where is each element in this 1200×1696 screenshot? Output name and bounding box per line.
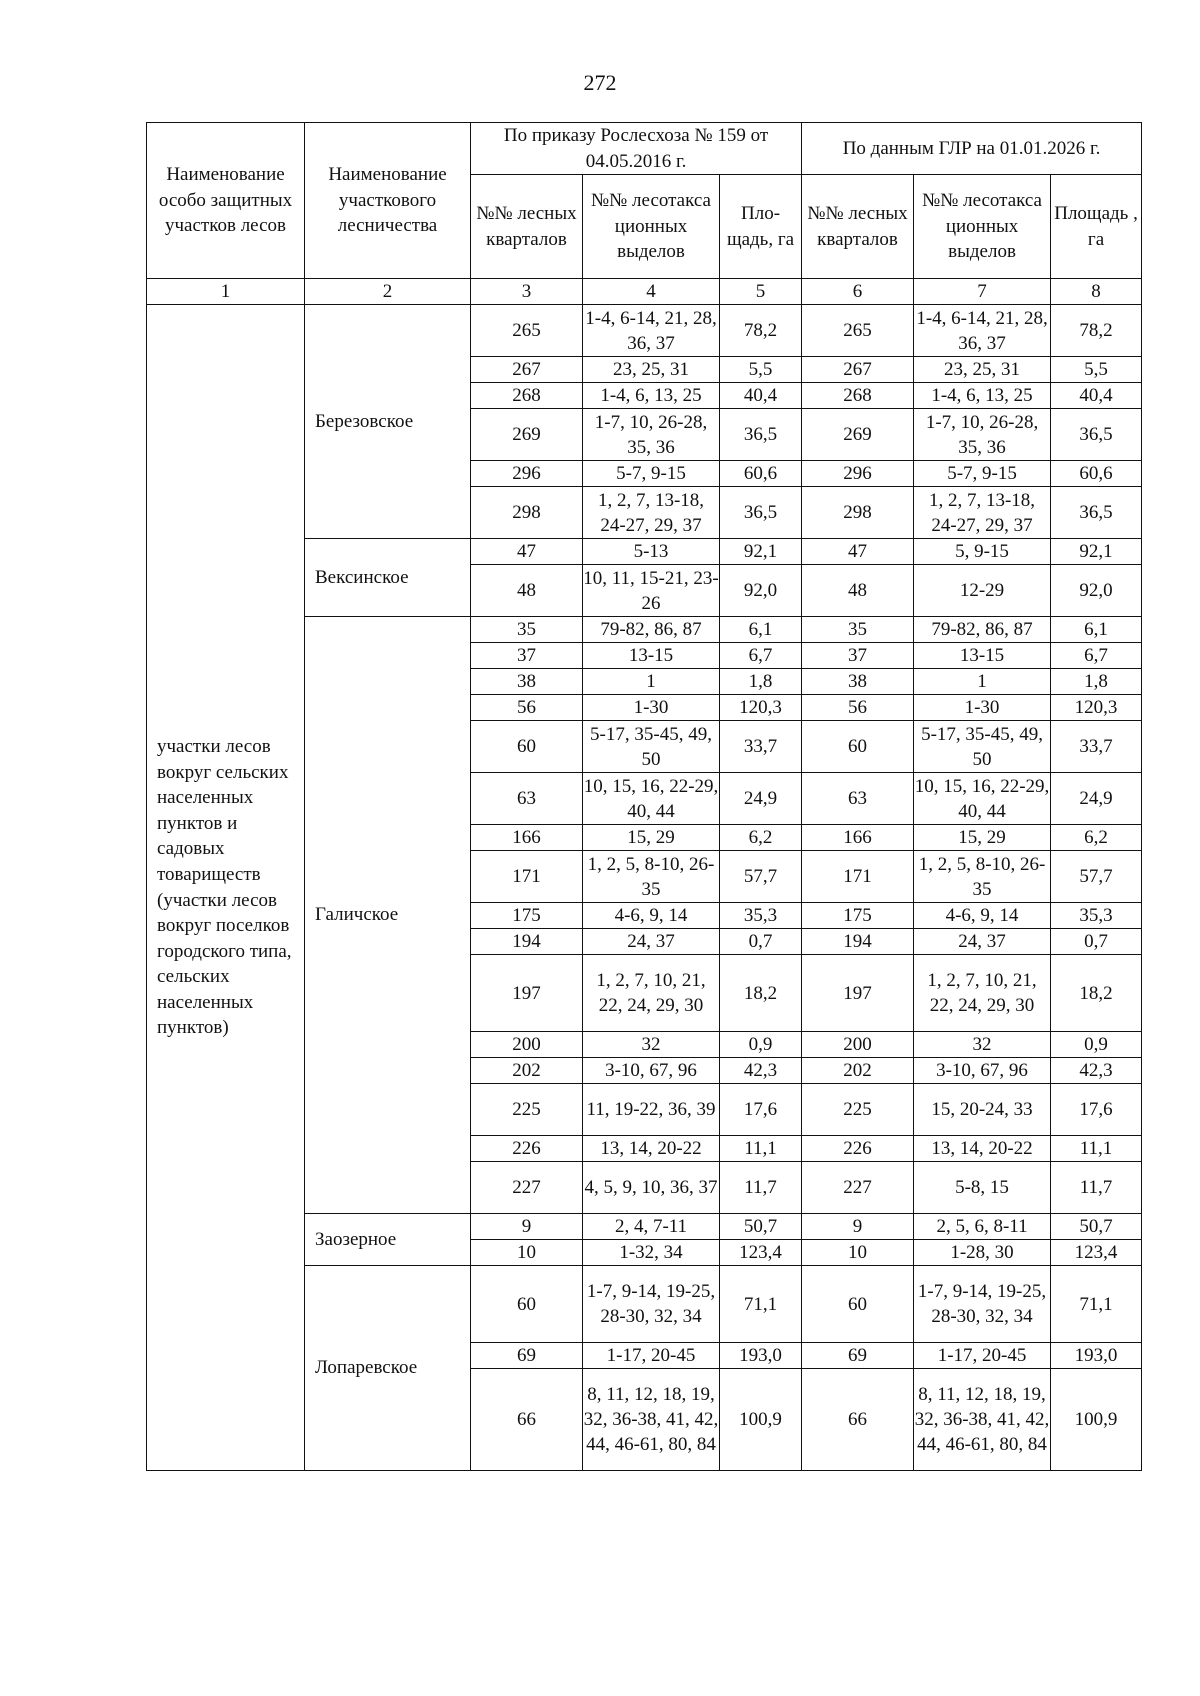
allotments-glr: 15, 20-24, 33 — [914, 1084, 1051, 1136]
header-quarters-order: №№ лесных кварталов — [471, 175, 583, 279]
quarter-number-glr: 10 — [802, 1240, 914, 1266]
area-glr: 60,6 — [1051, 461, 1142, 487]
allotments-glr: 15, 29 — [914, 825, 1051, 851]
allotments-glr: 1-30 — [914, 695, 1051, 721]
quarter-number-glr: 60 — [802, 721, 914, 773]
quarter-number-order: 171 — [471, 851, 583, 903]
quarter-number-order: 60 — [471, 721, 583, 773]
quarter-number-glr: 66 — [802, 1369, 914, 1471]
quarter-number-glr: 166 — [802, 825, 914, 851]
area-order: 36,5 — [720, 487, 802, 539]
allotments-glr: 24, 37 — [914, 929, 1051, 955]
forestry-name: Вексинское — [305, 539, 471, 617]
area-glr: 50,7 — [1051, 1214, 1142, 1240]
header-allotments-glr: №№ лесотакса ционных выделов — [914, 175, 1051, 279]
quarter-number-order: 60 — [471, 1266, 583, 1343]
allotments-order: 10, 15, 16, 22-29, 40, 44 — [583, 773, 720, 825]
column-number-row — [147, 279, 1142, 305]
allotments-glr: 1-4, 6-14, 21, 28, 36, 37 — [914, 305, 1051, 357]
quarter-number-glr: 60 — [802, 1266, 914, 1343]
quarter-number-glr: 47 — [802, 539, 914, 565]
area-order: 78,2 — [720, 305, 802, 357]
area-glr: 123,4 — [1051, 1240, 1142, 1266]
area-order: 33,7 — [720, 721, 802, 773]
allotments-glr: 13, 14, 20-22 — [914, 1136, 1051, 1162]
quarter-number-order: 227 — [471, 1162, 583, 1214]
quarter-number-order: 69 — [471, 1343, 583, 1369]
quarter-number-glr: 225 — [802, 1084, 914, 1136]
allotments-order: 4-6, 9, 14 — [583, 903, 720, 929]
quarter-number-order: 66 — [471, 1369, 583, 1471]
area-glr: 92,1 — [1051, 539, 1142, 565]
quarter-number-order: 9 — [471, 1214, 583, 1240]
quarter-number-glr: 9 — [802, 1214, 914, 1240]
area-order: 11,1 — [720, 1136, 802, 1162]
allotments-glr: 3-10, 67, 96 — [914, 1058, 1051, 1084]
area-order: 0,7 — [720, 929, 802, 955]
area-order: 92,0 — [720, 565, 802, 617]
area-glr: 1,8 — [1051, 669, 1142, 695]
quarter-number-glr: 296 — [802, 461, 914, 487]
allotments-glr: 1 — [914, 669, 1051, 695]
quarter-number-order: 268 — [471, 383, 583, 409]
quarter-number-glr: 37 — [802, 643, 914, 669]
quarter-number-order: 166 — [471, 825, 583, 851]
allotments-order: 1-30 — [583, 695, 720, 721]
area-glr: 193,0 — [1051, 1343, 1142, 1369]
area-glr: 6,7 — [1051, 643, 1142, 669]
quarter-number-glr: 268 — [802, 383, 914, 409]
quarter-number-glr: 56 — [802, 695, 914, 721]
quarter-number-glr: 226 — [802, 1136, 914, 1162]
quarter-number-order: 269 — [471, 409, 583, 461]
allotments-order: 11, 19-22, 36, 39 — [583, 1084, 720, 1136]
area-glr: 92,0 — [1051, 565, 1142, 617]
area-order: 100,9 — [720, 1369, 802, 1471]
forestry-name: Галичское — [305, 617, 471, 1214]
area-glr: 40,4 — [1051, 383, 1142, 409]
area-order: 6,2 — [720, 825, 802, 851]
quarter-number-order: 10 — [471, 1240, 583, 1266]
forestry-name: Заозерное — [305, 1214, 471, 1266]
area-glr: 6,1 — [1051, 617, 1142, 643]
allotments-order: 2, 4, 7-11 — [583, 1214, 720, 1240]
allotments-glr: 1-7, 9-14, 19-25, 28-30, 32, 34 — [914, 1266, 1051, 1343]
area-order: 60,6 — [720, 461, 802, 487]
quarter-number-glr: 265 — [802, 305, 914, 357]
allotments-glr: 10, 15, 16, 22-29, 40, 44 — [914, 773, 1051, 825]
area-order: 57,7 — [720, 851, 802, 903]
quarter-number-order: 35 — [471, 617, 583, 643]
allotments-order: 13-15 — [583, 643, 720, 669]
header-protected-area: Наименование особо защитных участков лесов — [147, 123, 305, 279]
allotments-order: 24, 37 — [583, 929, 720, 955]
area-order: 1,8 — [720, 669, 802, 695]
allotments-order: 5-7, 9-15 — [583, 461, 720, 487]
area-glr: 0,9 — [1051, 1032, 1142, 1058]
column-number: 2 — [305, 279, 471, 305]
allotments-glr: 12-29 — [914, 565, 1051, 617]
area-order: 6,1 — [720, 617, 802, 643]
quarter-number-order: 197 — [471, 955, 583, 1032]
protected-area-name: участки лесов вокруг сельских населенных пунктов и садовых товариществ (участки лесов вокруг поселков городского типа, сельских населенных пунктов) — [147, 305, 305, 1471]
allotments-order: 1, 2, 7, 13-18, 24-27, 29, 37 — [583, 487, 720, 539]
allotments-order: 15, 29 — [583, 825, 720, 851]
area-glr: 35,3 — [1051, 903, 1142, 929]
area-order: 50,7 — [720, 1214, 802, 1240]
allotments-glr: 1, 2, 7, 13-18, 24-27, 29, 37 — [914, 487, 1051, 539]
quarter-number-order: 202 — [471, 1058, 583, 1084]
allotments-glr: 1-7, 10, 26-28, 35, 36 — [914, 409, 1051, 461]
allotments-order: 10, 11, 15-21, 23-26 — [583, 565, 720, 617]
quarter-number-order: 267 — [471, 357, 583, 383]
area-order: 35,3 — [720, 903, 802, 929]
quarter-number-order: 296 — [471, 461, 583, 487]
area-order: 123,4 — [720, 1240, 802, 1266]
allotments-glr: 8, 11, 12, 18, 19, 32, 36-38, 41, 42, 44, 46-61, 80, 84 — [914, 1369, 1051, 1471]
quarter-number-order: 47 — [471, 539, 583, 565]
area-order: 0,9 — [720, 1032, 802, 1058]
area-glr: 11,7 — [1051, 1162, 1142, 1214]
area-order: 36,5 — [720, 409, 802, 461]
allotments-order: 3-10, 67, 96 — [583, 1058, 720, 1084]
quarter-number-order: 63 — [471, 773, 583, 825]
area-glr: 18,2 — [1051, 955, 1142, 1032]
header-area-glr: Площадь , га — [1051, 175, 1142, 279]
column-number: 5 — [720, 279, 802, 305]
quarter-number-glr: 38 — [802, 669, 914, 695]
area-glr: 120,3 — [1051, 695, 1142, 721]
table-row — [147, 305, 1142, 357]
area-order: 120,3 — [720, 695, 802, 721]
allotments-glr: 5-17, 35-45, 49, 50 — [914, 721, 1051, 773]
forestry-name: Лопаревское — [305, 1266, 471, 1471]
allotments-order: 1-4, 6-14, 21, 28, 36, 37 — [583, 305, 720, 357]
quarter-number-glr: 298 — [802, 487, 914, 539]
column-number: 6 — [802, 279, 914, 305]
quarter-number-glr: 35 — [802, 617, 914, 643]
quarter-number-glr: 63 — [802, 773, 914, 825]
area-order: 71,1 — [720, 1266, 802, 1343]
header-area-order: Пло- щадь, га — [720, 175, 802, 279]
forestry-name: Березовское — [305, 305, 471, 539]
area-order: 193,0 — [720, 1343, 802, 1369]
column-number: 8 — [1051, 279, 1142, 305]
area-glr: 11,1 — [1051, 1136, 1142, 1162]
area-order: 5,5 — [720, 357, 802, 383]
area-glr: 17,6 — [1051, 1084, 1142, 1136]
allotments-glr: 1, 2, 7, 10, 21, 22, 24, 29, 30 — [914, 955, 1051, 1032]
table-body — [147, 305, 1142, 1471]
allotments-glr: 5, 9-15 — [914, 539, 1051, 565]
allotments-order: 1, 2, 5, 8-10, 26-35 — [583, 851, 720, 903]
area-glr: 33,7 — [1051, 721, 1142, 773]
header-glr-group: По данным ГЛР на 01.01.2026 г. — [802, 123, 1142, 175]
header-order-group: По приказу Рослесхоза № 159 от 04.05.2016 г. — [471, 123, 802, 175]
quarter-number-glr: 171 — [802, 851, 914, 903]
allotments-glr: 1-4, 6, 13, 25 — [914, 383, 1051, 409]
area-glr: 100,9 — [1051, 1369, 1142, 1471]
area-order: 6,7 — [720, 643, 802, 669]
quarter-number-order: 56 — [471, 695, 583, 721]
allotments-order: 5-13 — [583, 539, 720, 565]
header-allotments-order: №№ лесотакса ционных выделов — [583, 175, 720, 279]
area-glr: 36,5 — [1051, 409, 1142, 461]
area-order: 11,7 — [720, 1162, 802, 1214]
quarter-number-order: 225 — [471, 1084, 583, 1136]
area-order: 92,1 — [720, 539, 802, 565]
quarter-number-order: 298 — [471, 487, 583, 539]
area-order: 17,6 — [720, 1084, 802, 1136]
quarter-number-glr: 69 — [802, 1343, 914, 1369]
allotments-order: 32 — [583, 1032, 720, 1058]
area-glr: 5,5 — [1051, 357, 1142, 383]
quarter-number-order: 226 — [471, 1136, 583, 1162]
area-glr: 24,9 — [1051, 773, 1142, 825]
quarter-number-glr: 200 — [802, 1032, 914, 1058]
allotments-glr: 4-6, 9, 14 — [914, 903, 1051, 929]
allotments-order: 1-17, 20-45 — [583, 1343, 720, 1369]
page-number: 272 — [583, 70, 617, 95]
allotments-glr: 79-82, 86, 87 — [914, 617, 1051, 643]
allotments-order: 5-17, 35-45, 49, 50 — [583, 721, 720, 773]
area-glr: 36,5 — [1051, 487, 1142, 539]
area-order: 40,4 — [720, 383, 802, 409]
allotments-order: 13, 14, 20-22 — [583, 1136, 720, 1162]
allotments-order: 8, 11, 12, 18, 19, 32, 36-38, 41, 42, 44, 46-61, 80, 84 — [583, 1369, 720, 1471]
allotments-glr: 5-8, 15 — [914, 1162, 1051, 1214]
header-quarters-glr: №№ лесных кварталов — [802, 175, 914, 279]
allotments-order: 1 — [583, 669, 720, 695]
column-number: 4 — [583, 279, 720, 305]
allotments-glr: 1-28, 30 — [914, 1240, 1051, 1266]
allotments-glr: 32 — [914, 1032, 1051, 1058]
column-number: 3 — [471, 279, 583, 305]
area-order: 42,3 — [720, 1058, 802, 1084]
allotments-order: 1, 2, 7, 10, 21, 22, 24, 29, 30 — [583, 955, 720, 1032]
area-glr: 57,7 — [1051, 851, 1142, 903]
quarter-number-order: 38 — [471, 669, 583, 695]
allotments-order: 23, 25, 31 — [583, 357, 720, 383]
quarter-number-glr: 194 — [802, 929, 914, 955]
area-order: 24,9 — [720, 773, 802, 825]
allotments-order: 79-82, 86, 87 — [583, 617, 720, 643]
quarter-number-glr: 202 — [802, 1058, 914, 1084]
area-glr: 0,7 — [1051, 929, 1142, 955]
allotments-order: 1-4, 6, 13, 25 — [583, 383, 720, 409]
quarter-number-order: 194 — [471, 929, 583, 955]
quarter-number-order: 37 — [471, 643, 583, 669]
allotments-glr: 1-17, 20-45 — [914, 1343, 1051, 1369]
allotments-order: 1-7, 9-14, 19-25, 28-30, 32, 34 — [583, 1266, 720, 1343]
allotments-glr: 13-15 — [914, 643, 1051, 669]
allotments-glr: 5-7, 9-15 — [914, 461, 1051, 487]
column-number: 7 — [914, 279, 1051, 305]
area-glr: 71,1 — [1051, 1266, 1142, 1343]
area-glr: 6,2 — [1051, 825, 1142, 851]
quarter-number-order: 200 — [471, 1032, 583, 1058]
column-number: 1 — [147, 279, 305, 305]
quarter-number-glr: 175 — [802, 903, 914, 929]
quarter-number-order: 175 — [471, 903, 583, 929]
quarter-number-order: 48 — [471, 565, 583, 617]
allotments-glr: 2, 5, 6, 8-11 — [914, 1214, 1051, 1240]
quarter-number-glr: 267 — [802, 357, 914, 383]
area-order: 18,2 — [720, 955, 802, 1032]
quarter-number-glr: 197 — [802, 955, 914, 1032]
allotments-order: 1-32, 34 — [583, 1240, 720, 1266]
quarter-number-glr: 48 — [802, 565, 914, 617]
allotments-glr: 23, 25, 31 — [914, 357, 1051, 383]
allotments-order: 1-7, 10, 26-28, 35, 36 — [583, 409, 720, 461]
quarter-number-glr: 227 — [802, 1162, 914, 1214]
allotments-order: 4, 5, 9, 10, 36, 37 — [583, 1162, 720, 1214]
area-glr: 42,3 — [1051, 1058, 1142, 1084]
forest-plots-table — [146, 122, 1142, 1471]
quarter-number-glr: 269 — [802, 409, 914, 461]
allotments-glr: 1, 2, 5, 8-10, 26-35 — [914, 851, 1051, 903]
header-forestry: Наименование участкового лесничества — [305, 123, 471, 279]
area-glr: 78,2 — [1051, 305, 1142, 357]
quarter-number-order: 265 — [471, 305, 583, 357]
